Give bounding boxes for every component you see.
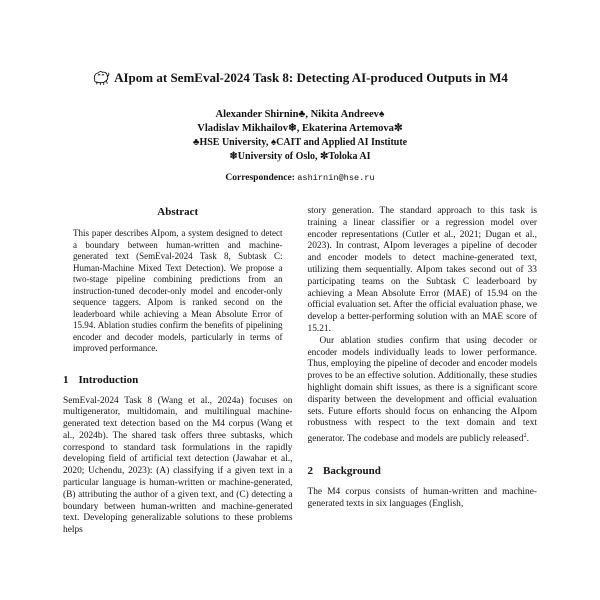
aipom-dog-logo-icon	[92, 70, 110, 86]
background-paragraph: The M4 corpus consists of human-written and machine-generated texts in six languages (English,	[307, 487, 537, 509]
right-column-paragraph-1: story generation. The standard approach to this task is training a linear classifier or a regression model over encoder representations (Cutler et al., 2021; Dugan et al., 2023). In contrast, AIpom leverages a pipeline of decoder and encoder models to detect machine-generated text, utilizing them sequentially. AIpom takes second out of 33 participating teams on the Subtask C leaderboard by achieving a Mean Absolute Error (MAE) of 15.94 on the official evaluation set. After the official evaluation phase, we develop a better-performing solution with an MAE score of 15.21.	[307, 206, 537, 334]
introduction-paragraph: SemEval-2024 Task 8 (Wang et al., 2024a) focuses on multigenerator, multidomain, and multilingual machine-generated text detection based on the M4 corpus (Wang et al., 2024b). The shared task offers three subtasks, which correspond to standard task formulations in the rapidly developing field of artificial text detection (Jawahar et al., 2020; Uchendu, 2023): (A) classifying if a given text in a particular language is human-written or machine-generated, (B) attributing the author of a given text, and (C) detecting a boundary between human-written and machine-generated text. Developing generalizable solutions to these problems helps	[63, 395, 293, 536]
right-column-paragraph-2-text: Our ablation studies confirm that using decoder or encoder models individually leads to lower performance. Thus, employing the pipeline of decoder and encoder models proves to be an effective solution. Additionally, these studies highlight domain shift issues, as there is a significant score disparity between the development and official evaluation sets. Future efforts should focus on enhancing the AIpom robustness with respect to the text domain and text generator. The codebase and models are publicly released	[307, 335, 537, 445]
introduction-section-title: Introduction	[78, 373, 139, 386]
affiliation-line-1: ♣HSE University, ♠CAIT and Applied AI Institute	[192, 137, 408, 148]
introduction-section-number: 1	[63, 373, 69, 386]
abstract-heading: Abstract	[157, 206, 199, 218]
right-column-paragraph-2-period: .	[526, 434, 529, 445]
right-column-paragraph-2	[308, 336, 538, 446]
background-section-title: Background	[323, 465, 381, 478]
author-line-1: Alexander Shirnin♣, Nikita Andreev♠	[215, 109, 385, 120]
footnote-marker-link[interactable]: 2	[523, 432, 527, 440]
abstract-block	[63, 206, 293, 355]
correspondence-line	[63, 173, 537, 183]
abstract-text: This paper describes AIpom, a system designed to detect a boundary between human-written and machine-generated text (SemEval-2024 Task 8, Subtask C: Human-Machine Mixed Text Detection). We propose a two-stage pipeline combining predictions from an instruction-tuned decoder-only model and encoder-only sequence taggers. AIpom is ranked second on the leaderboard while achieving a Mean Absolute Error of 15.94. Ablation studies confirm the benefits of pipelining encoder and decoder models, particularly in terms of improved performance.	[73, 228, 283, 353]
author-line-2: Vladislav Mikhailov❄, Ekaterina Artemova✼	[197, 123, 403, 134]
correspondence-label: Correspondence:	[225, 173, 295, 183]
paper-title-row	[63, 70, 537, 86]
left-column	[63, 206, 293, 537]
correspondence-email-link[interactable]: ashirnin@hse.ru	[297, 173, 375, 183]
introduction-section-heading	[63, 374, 293, 386]
background-section-number: 2	[307, 465, 313, 478]
right-column	[308, 206, 538, 511]
background-section-heading	[308, 465, 538, 477]
two-column-body	[63, 206, 537, 537]
paper-title: AIpom at SemEval-2024 Task 8: Detecting AI-produced Outputs in M4	[114, 70, 508, 85]
affiliation-line-2: ❄University of Oslo, ✼Toloka AI	[229, 151, 371, 162]
paper-content	[63, 70, 537, 537]
